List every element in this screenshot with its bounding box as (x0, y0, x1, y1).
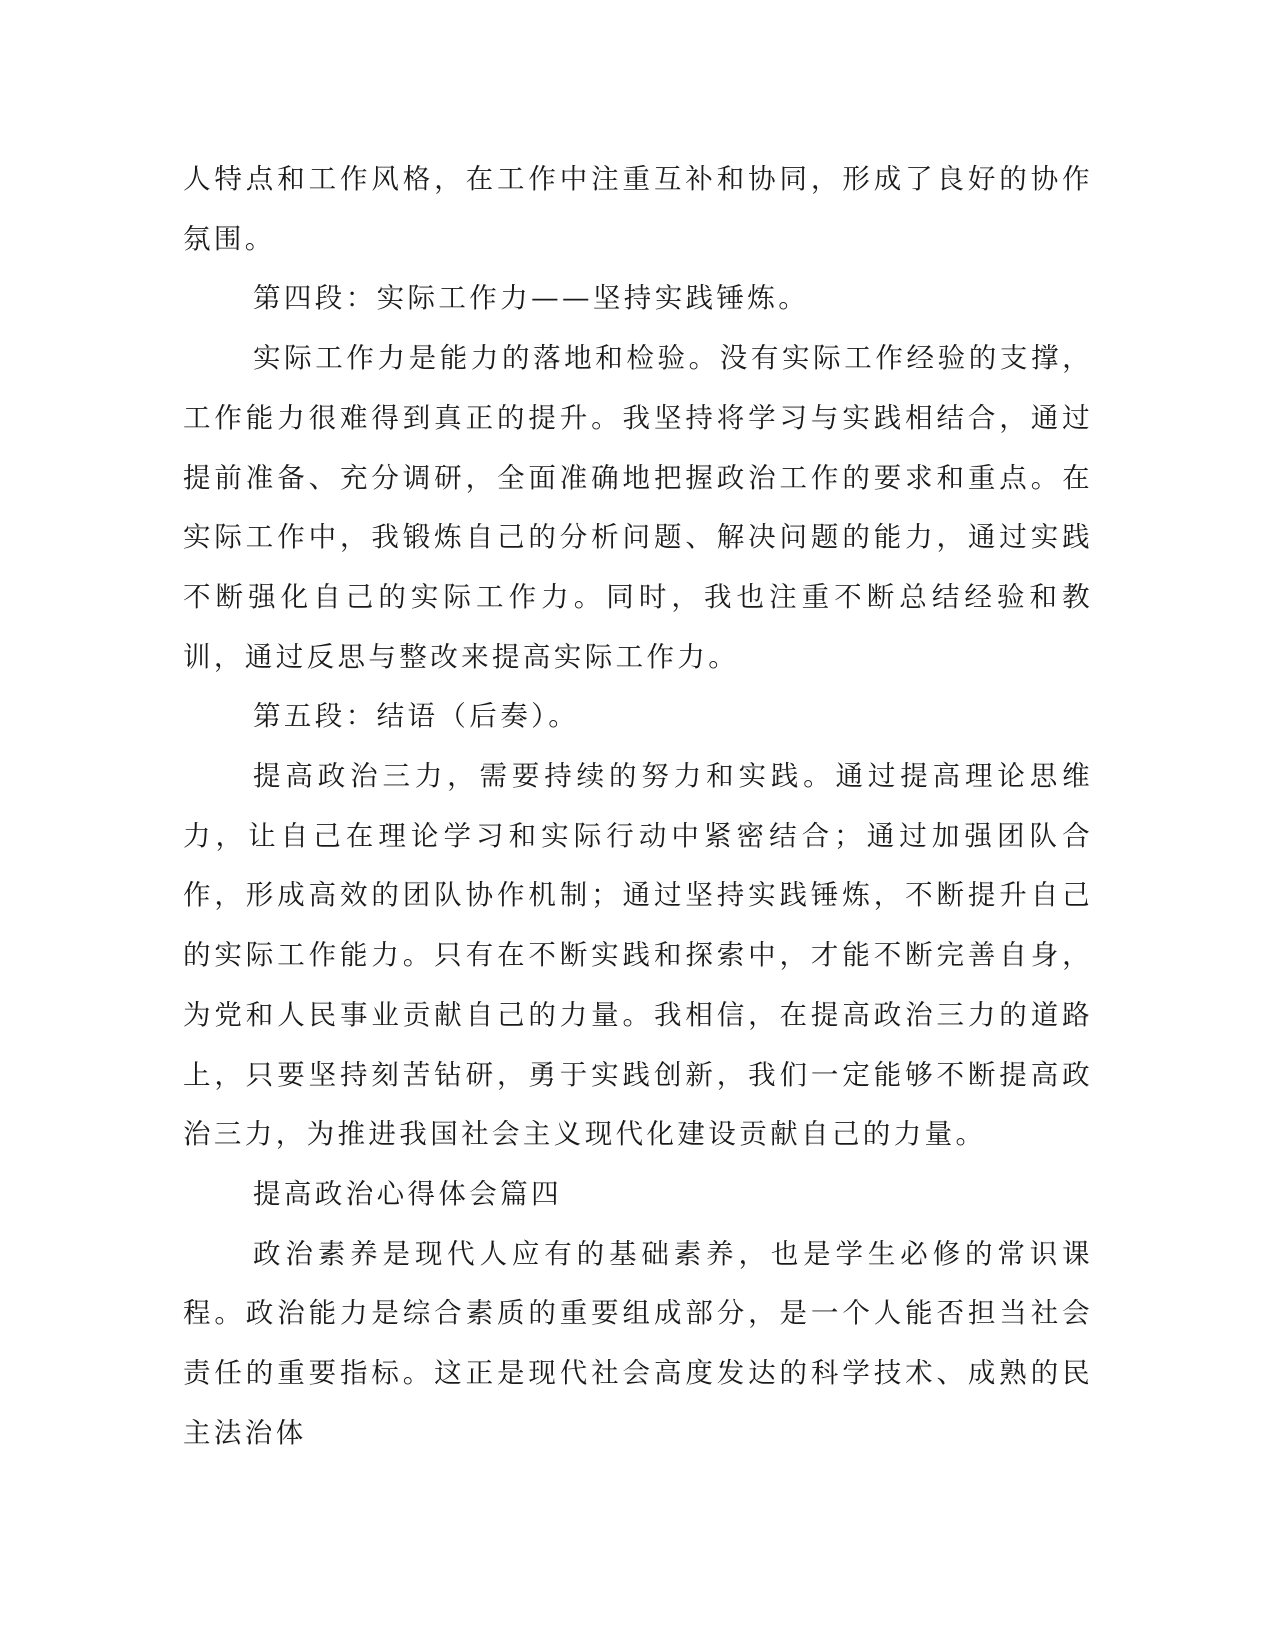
paragraph-continuation: 人特点和工作风格，在工作中注重互补和协同，形成了良好的协作氛围。 (183, 163, 1093, 255)
paragraph-conclusion: 提高政治三力，需要持续的努力和实践。通过提高理论思维力，让自己在理论学习和实际行动中紧密结合；通过加强团队合作，形成高效的团队协作机制；通过坚持实践锤炼，不断提升自己的实际工作能力。只有在不断实践和探索中，才能不断完善自身，为党和人民事业贡献自己的力量。我相信，在提高政治三力的道路上，只要坚持刻苦钻研，勇于实践创新，我们一定能够不断提高政治三力，为推进我国社会主义现代化建设贡献自己的力量。 (183, 760, 1093, 1151)
section-heading-4: 第四段：实际工作力——坚持实践锤炼。 (253, 282, 810, 315)
document-body (183, 150, 1093, 1463)
section-heading-5: 第五段：结语（后奏）。 (253, 700, 580, 733)
article-title-part-4: 提高政治心得体会篇四 (253, 1177, 562, 1210)
paragraph-practical-work: 实际工作力是能力的落地和检验。没有实际工作经验的支撑，工作能力很难得到真正的提升。我坚持将学习与实践相结合，通过提前准备、充分调研，全面准确地把握政治工作的要求和重点。在实际工作中，我锻炼自己的分析问题、解决问题的能力，通过实践不断强化自己的实际工作力。同时，我也注重不断总结经验和教训，通过反思与整改来提高实际工作力。 (183, 342, 1093, 673)
paragraph-political-literacy: 政治素养是现代人应有的基础素养，也是学生必修的常识课程。政治能力是综合素质的重要组成部分，是一个人能否担当社会责任的重要指标。这正是现代社会高度发达的科学技术、成熟的民主法治体 (183, 1237, 1093, 1449)
